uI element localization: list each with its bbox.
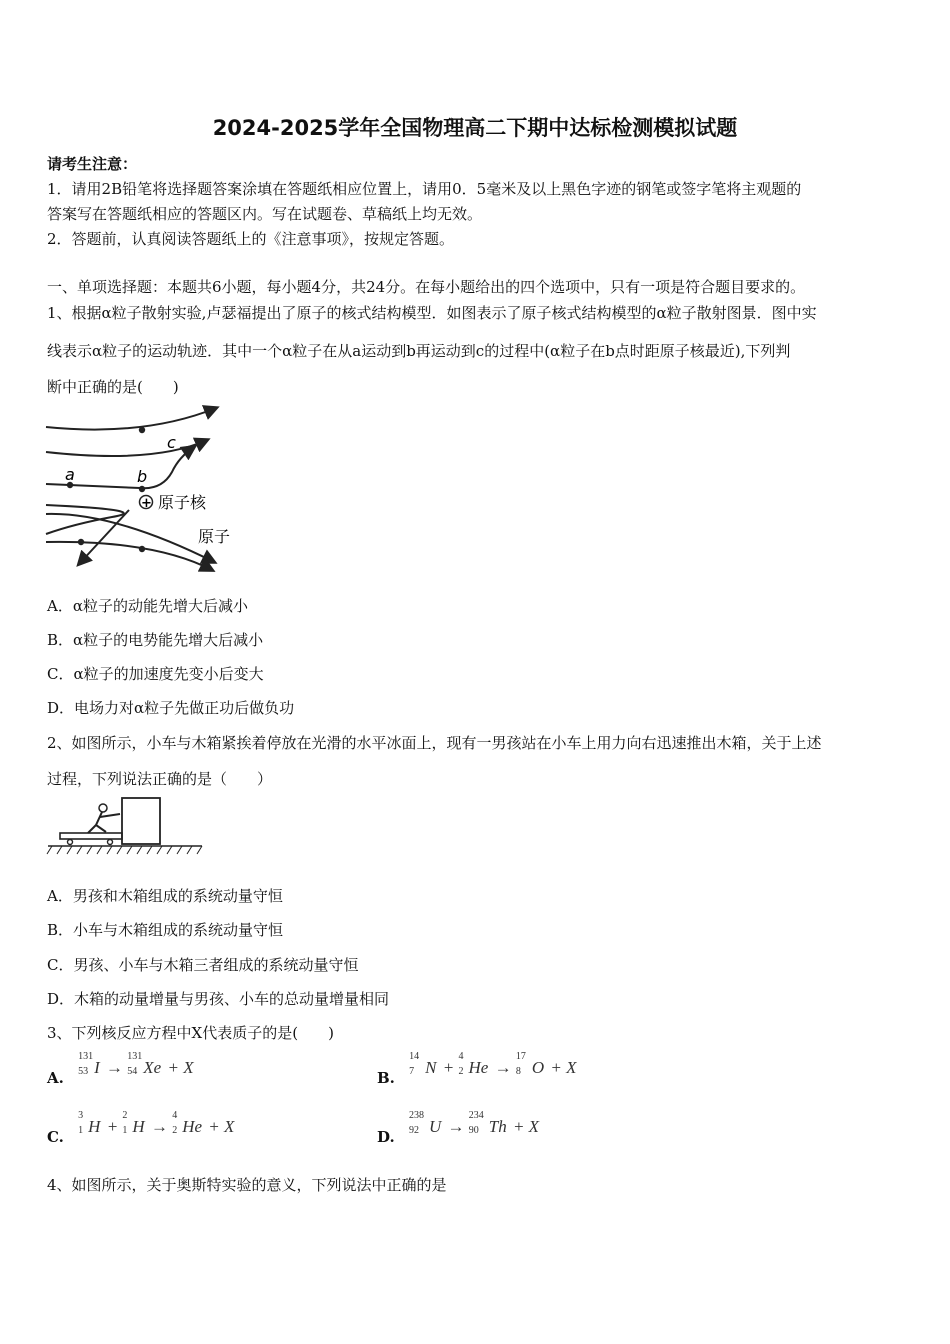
atom-dot (78, 539, 84, 545)
arrow: → (150, 1117, 168, 1136)
trajectory-lower (46, 514, 214, 562)
atom-dot (139, 546, 145, 552)
notice-line-3: 2．答题前，认真阅读答题纸上的《注意事项》，按规定答题。 (47, 230, 455, 248)
plus: + (106, 1117, 119, 1136)
trajectory-bottom (46, 542, 212, 570)
q1-option-d[interactable]: D．电场力对α粒子先做正功后做负功 (47, 699, 295, 717)
q1-stem-line-2: 线表示α粒子的运动轨迹．其中一个α粒子在从a运动到b再运动到c的过程中(α粒子在b点时距原子核最近),下列判 (47, 342, 791, 360)
option-label: D. (377, 1128, 395, 1146)
label-a: a (65, 465, 75, 484)
boy-body-icon (88, 812, 120, 833)
nuclide: 3 1 H (78, 1110, 101, 1136)
q3-stem: 3、下列核反应方程中X代表质子的是( ) (47, 1024, 334, 1042)
page-title: 2024-2025学年全国物理高二下期中达标检测模拟试题 (212, 116, 738, 140)
nuclide: 234 90 Th (468, 1110, 507, 1136)
label-c: c (167, 433, 176, 452)
formula-tail: + X (550, 1058, 577, 1077)
nuclide: 131 53 I (78, 1051, 100, 1077)
cart-body (60, 833, 122, 839)
cart-wheel (108, 840, 113, 845)
alpha-scattering-figure (44, 402, 244, 574)
ground-hatching (47, 846, 202, 854)
nucleus-plus: + (141, 496, 152, 511)
cart-box-figure (46, 794, 206, 860)
q2-stem-line-2: 过程，下列说法正确的是（ ） (47, 770, 273, 788)
q2-option-a[interactable]: A．男孩和木箱组成的系统动量守恒 (47, 887, 283, 905)
section-heading: 一、单项选择题：本题共6小题，每小题4分，共24分。在每小题给出的四个选项中，只有一项是符合题目要求的。 (47, 278, 806, 296)
nuclide: 4 2 He (458, 1051, 489, 1077)
nuclide: 4 2 He (172, 1110, 203, 1136)
cart-wheel (68, 840, 73, 845)
formula-tail: + X (208, 1117, 235, 1136)
q2-option-b[interactable]: B．小车与木箱组成的系统动量守恒 (47, 921, 284, 939)
label-nucleus: 原子核 (158, 493, 207, 512)
q2-option-c[interactable]: C．男孩、小车与木箱三者组成的系统动量守恒 (47, 956, 359, 974)
arrow: → (106, 1058, 124, 1077)
plus: + (442, 1058, 455, 1077)
wooden-box (122, 798, 160, 844)
boy-head-icon (99, 804, 107, 812)
nuclide: 238 92 U (408, 1110, 442, 1136)
nuclide: 2 1 H (122, 1110, 145, 1136)
q3-option-b[interactable] (377, 1051, 577, 1087)
notice-line-2: 答案写在答题纸相应的答题区内。写在试题卷、草稿纸上均无效。 (47, 205, 483, 223)
q4-stem: 4、如图所示，关于奥斯特实验的意义，下列说法中正确的是 (47, 1176, 447, 1194)
q1-stem-line-1: 1、根据α粒子散射实验,卢瑟福提出了原子的核式结构模型．如图表示了原子核式结构模型的α粒子散射图景．图中实 (47, 304, 817, 322)
nuclide: 131 54 Xe (127, 1051, 162, 1077)
q3-option-d[interactable] (377, 1110, 540, 1146)
trajectory-top (46, 408, 216, 430)
atom-dot (139, 427, 145, 433)
option-label: A. (47, 1069, 64, 1087)
label-atom: 原子 (198, 527, 231, 546)
formula-tail: + X (167, 1058, 194, 1077)
notice-heading: 请考生注意： (47, 155, 138, 173)
q2-option-d[interactable]: D．木箱的动量增量与男孩、小车的总动量增量相同 (47, 990, 390, 1008)
trajectory-second (46, 440, 207, 456)
q1-option-a[interactable]: A．α粒子的动能先增大后减小 (47, 597, 248, 615)
point-b-dot (139, 486, 145, 492)
q1-stem-line-3: 断中正确的是( ) (47, 378, 179, 396)
nuclide: 17 8 O (515, 1051, 545, 1077)
arrow: → (494, 1058, 512, 1077)
formula-tail: + X (512, 1117, 540, 1136)
q1-option-c[interactable]: C．α粒子的加速度先变小后变大 (47, 665, 264, 683)
q1-option-b[interactable]: B．α粒子的电势能先增大后减小 (47, 631, 264, 649)
nuclide: 14 7 N (409, 1051, 437, 1077)
arrow: → (447, 1117, 465, 1136)
notice-line-1: 1．请用2B铅笔将选择题答案涂填在答题纸相应位置上，请用0．5毫米及以上黑色字迹的钢笔或签字笔将主观题的 (47, 180, 802, 198)
label-b: b (137, 467, 148, 486)
option-label: C. (47, 1128, 64, 1146)
q3-option-c[interactable] (47, 1110, 235, 1146)
option-label: B. (377, 1069, 395, 1087)
q3-option-a[interactable] (47, 1051, 194, 1087)
q2-stem-line-1: 2、如图所示，小车与木箱紧挨着停放在光滑的水平冰面上，现有一男孩站在小车上用力向右迅速推出木箱，关于上述 (47, 734, 822, 752)
